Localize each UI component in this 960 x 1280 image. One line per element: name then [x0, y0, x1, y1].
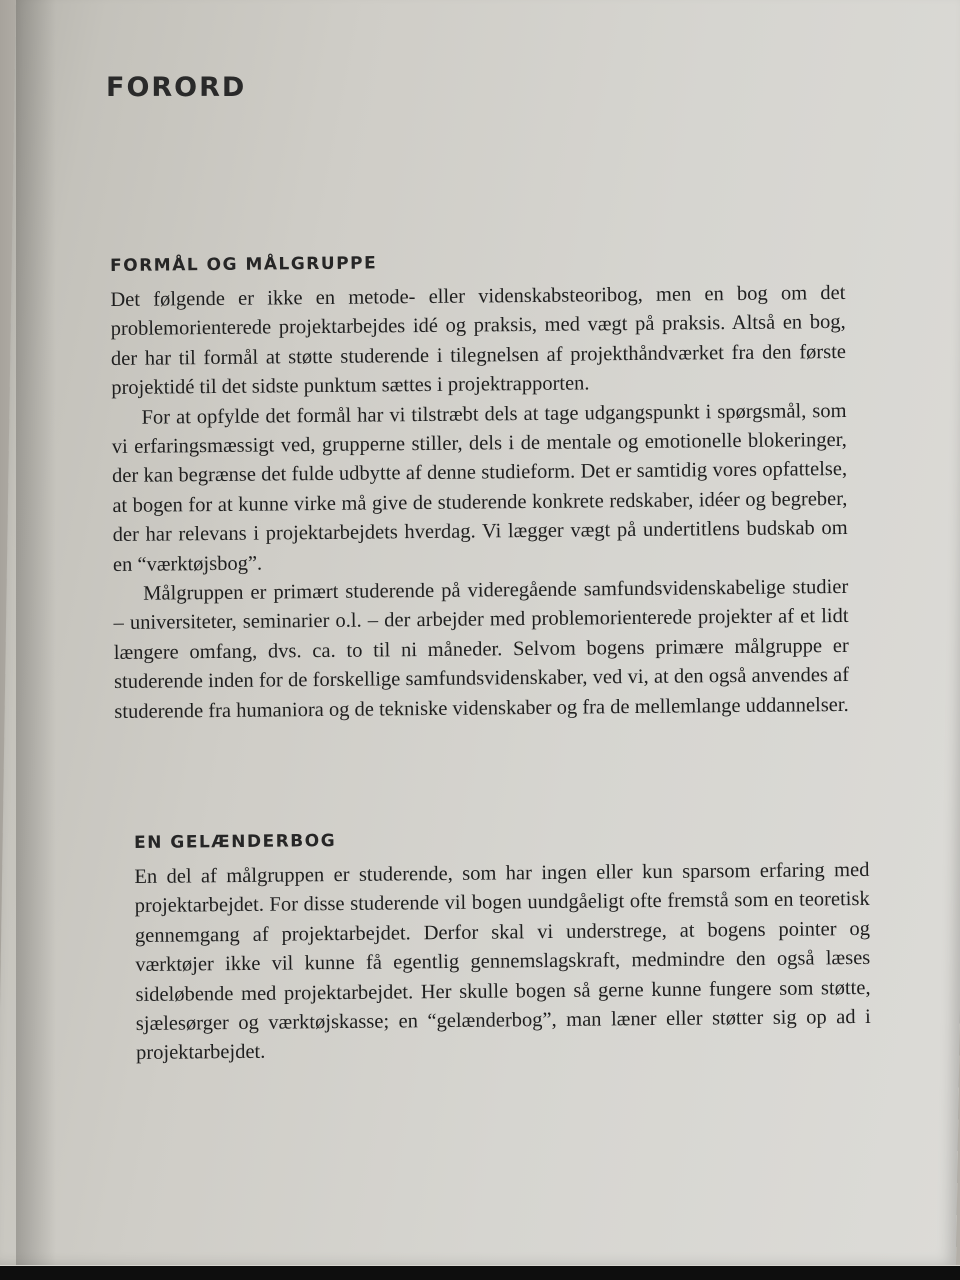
section-formaal-og-maalgruppe	[110, 249, 849, 727]
section-heading: FORMÅL OG MÅLGRUPPE	[110, 253, 378, 276]
paragraph: En del af målgruppen er studerende, som har ingen eller kun sparsom erfaring med projektarbejdet. For disse studerende vil bogen uundgåeligt ofte fremstå som en teoretisk gennemgang af projektarbejdet. Derfor skal vi understrege, at bogens pointer og værktøjer ikke vil kunne få egentlig gennemslagskraft, medmindre den også læses sideløbende med projektarbejdet. Her skulle bogen så gerne kunne fungere som støtte, sjælesørger og værktøjskasse; en “gelænderbog”, man læner eller støtter sig op ad i projektarbejdet.	[134, 858, 871, 1065]
paragraph: For at opfylde det formål har vi tilstræbt dels at tage udgangspunkt i spørgsmål, som vi erfaringsmæssigt ved, grupperne stiller, dels i de mentale og emotionelle blokeringer, der kan begrænse det fulde udbytte af denne studieform. Det er samtidig vores opfattelse, at bogen for at kunne virke må give de studerende konkrete redskaber, idéer og begreber, der har relevans i projektarbejdets hverdag. Vi lægger vægt på undertitlens budskab om en “værktøjsbog”.	[111, 399, 848, 576]
paragraph: Målgruppen er primært studerende på videregående samfundsvidenskabelige studier – universiteter, seminarier o.l. – der arbejder med problemorienterede projekter af et lidt længere omfang, dvs. ca. to til ni måneder. Selvom bogens primære målgruppe er studerende inden for de forskellige samfundsvidenskaber, ved vi, at den også anvendes af studerende fra humaniora og de tekniske videnskaber og fra de mellemlange uddannelser.	[113, 575, 850, 723]
section-heading: EN GELÆNDERBOG	[134, 831, 337, 853]
section-en-gelaenderbog	[134, 826, 871, 1069]
paragraph: Det følgende er ikke en metode- eller videnskabsteoribog, men en bog om det problemorienterede projektarbejdes idé og praksis, med vægt på praksis. Altså en bog, der har til formål at støtte studerende i tilegnelsen af projekthåndværket fra den første projektidé til det sidste punktum sættes i projektrapporten.	[110, 281, 847, 400]
chapter-title: FORORD	[106, 72, 247, 103]
bottom-dark-edge	[0, 1265, 960, 1280]
